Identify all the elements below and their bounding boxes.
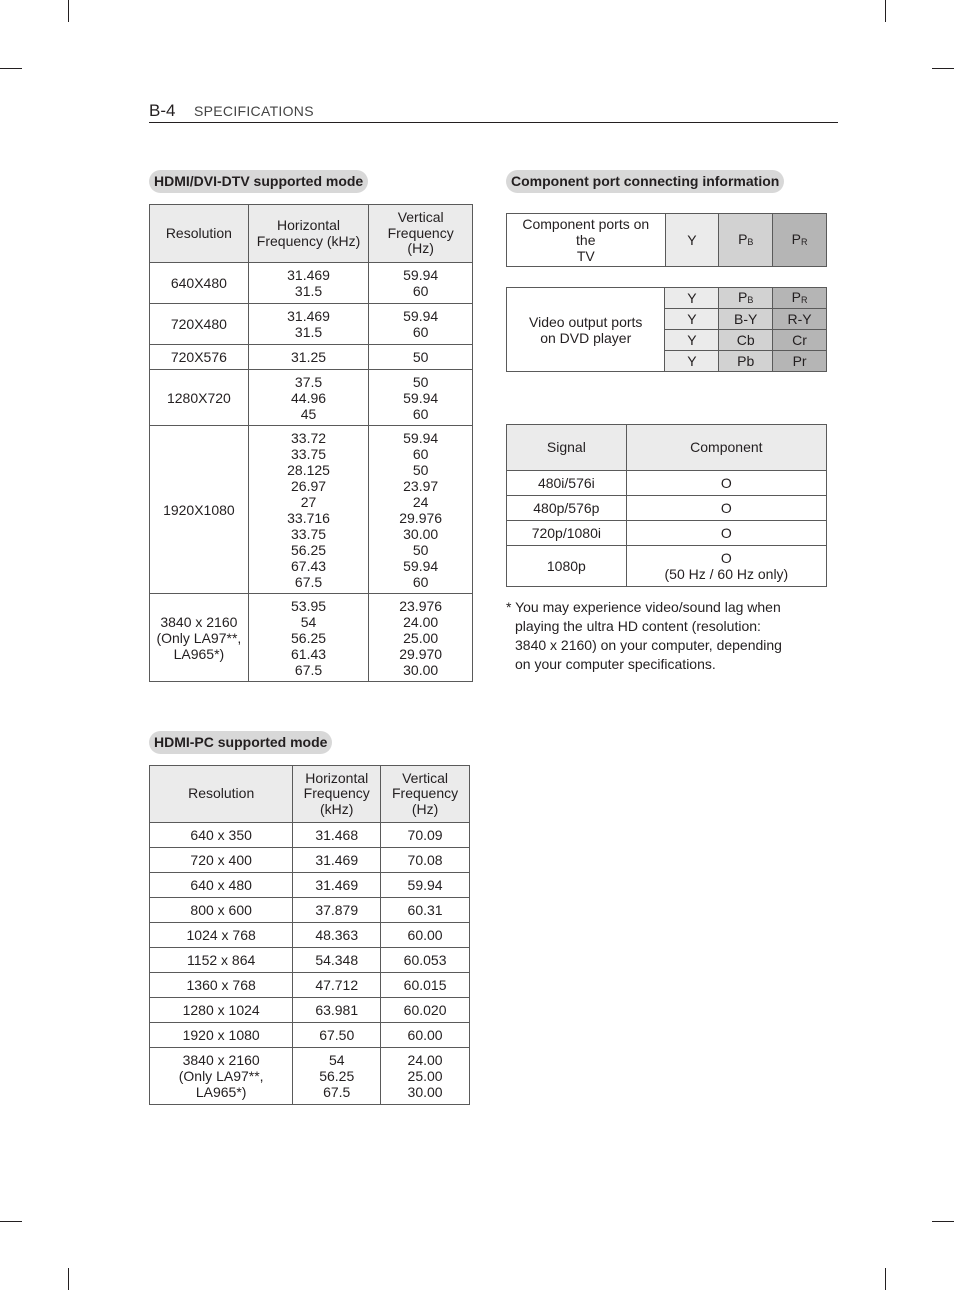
column-header: Resolution	[150, 205, 249, 263]
resolution-cell: 640 x 350	[150, 823, 293, 848]
horizontal-frequency-cell: 37.5 44.96 45	[248, 370, 369, 426]
port-pr-main: P	[791, 231, 801, 247]
port-pr-sub: R	[801, 237, 808, 247]
page-header	[149, 99, 838, 123]
footnote-line: * You may experience video/sound lag when	[506, 599, 781, 615]
resolution-cell: 1360 x 768	[150, 973, 293, 998]
signal-cell: 480p/576p	[507, 496, 627, 521]
vertical-frequency-cell: 60.053	[381, 948, 470, 973]
resolution-cell: 720X576	[150, 345, 249, 370]
component-cell: O	[626, 521, 826, 546]
table-row	[150, 345, 473, 370]
table-row	[150, 823, 470, 848]
table-row	[150, 1023, 470, 1048]
component-tv-ports-table	[506, 213, 827, 267]
port-y-cell: Y	[665, 214, 719, 267]
crop-mark	[0, 1221, 22, 1222]
port-pr-cell	[773, 214, 827, 267]
table-row	[150, 370, 473, 426]
footnote-line: 3840 x 2160) on your computer, depending	[515, 637, 782, 653]
port-pb-cell: Pb	[719, 351, 773, 372]
table-row	[150, 594, 473, 682]
crop-mark	[68, 1268, 69, 1290]
tv-ports-label: Component ports on the TV	[507, 214, 666, 267]
signal-cell: 720p/1080i	[507, 521, 627, 546]
crop-mark	[885, 0, 886, 22]
vertical-frequency-cell: 70.08	[381, 848, 470, 873]
page-number: B-4	[149, 101, 176, 120]
table-row	[150, 973, 470, 998]
crop-mark	[885, 1268, 886, 1290]
table-row	[150, 1048, 470, 1105]
component-cell: O (50 Hz / 60 Hz only)	[626, 546, 826, 587]
horizontal-frequency-cell: 31.469	[293, 848, 381, 873]
table-row	[150, 263, 473, 304]
table-row	[150, 426, 473, 594]
crop-mark	[0, 68, 22, 69]
port-pb-sub: B	[747, 295, 754, 305]
port-pb-cell	[719, 288, 773, 309]
hdmi-pc-title: HDMI-PC supported mode	[149, 731, 332, 754]
vertical-frequency-cell: 59.94	[381, 873, 470, 898]
horizontal-frequency-cell: 48.363	[293, 923, 381, 948]
resolution-cell: 1920 x 1080	[150, 1023, 293, 1048]
horizontal-frequency-cell: 33.72 33.75 28.125 26.97 27 33.716 33.75 56.25 67.43 67.5	[248, 426, 369, 594]
table-row	[507, 496, 827, 521]
horizontal-frequency-cell: 67.50	[293, 1023, 381, 1048]
vertical-frequency-cell: 23.976 24.00 25.00 29.970 30.00	[369, 594, 473, 682]
resolution-cell: 640 x 480	[150, 873, 293, 898]
horizontal-frequency-cell: 63.981	[293, 998, 381, 1023]
column-header: Component	[626, 425, 826, 471]
port-pr-cell: R-Y	[773, 309, 827, 330]
horizontal-frequency-cell: 31.468	[293, 823, 381, 848]
table-row	[150, 998, 470, 1023]
resolution-cell: 1920X1080	[150, 426, 249, 594]
column-header: Signal	[507, 425, 627, 471]
column-header: Horizontal Frequency (kHz)	[293, 766, 381, 823]
crop-mark	[68, 0, 69, 22]
vertical-frequency-cell: 59.94 60	[369, 263, 473, 304]
column-header: Vertical Frequency (Hz)	[381, 766, 470, 823]
vertical-frequency-cell: 70.09	[381, 823, 470, 848]
signal-cell: 480i/576i	[507, 471, 627, 496]
table-row	[507, 521, 827, 546]
vertical-frequency-cell: 59.94 60	[369, 304, 473, 345]
component-cell: O	[626, 471, 826, 496]
signal-cell: 1080p	[507, 546, 627, 587]
port-pr-cell: Pr	[773, 351, 827, 372]
vertical-frequency-cell: 60.015	[381, 973, 470, 998]
resolution-cell: 640X480	[150, 263, 249, 304]
section-title: SPECIFICATIONS	[194, 103, 314, 119]
port-pr-sub: R	[800, 295, 808, 305]
port-pb-sub: B	[747, 237, 754, 247]
table-row	[150, 923, 470, 948]
column-header: Resolution	[150, 766, 293, 823]
footnote-line: playing the ultra HD content (resolution:	[515, 618, 761, 634]
resolution-cell: 800 x 600	[150, 898, 293, 923]
vertical-frequency-cell: 50 59.94 60	[369, 370, 473, 426]
vertical-frequency-cell: 60.31	[381, 898, 470, 923]
port-y-cell: Y	[665, 309, 719, 330]
crop-mark	[932, 1221, 954, 1222]
vertical-frequency-cell: 24.00 25.00 30.00	[381, 1048, 470, 1105]
table-row	[150, 848, 470, 873]
signal-component-table	[506, 424, 827, 587]
horizontal-frequency-cell: 31.469 31.5	[248, 304, 369, 345]
vertical-frequency-cell: 60.00	[381, 1023, 470, 1048]
table-row	[150, 948, 470, 973]
port-pr-main: P	[791, 289, 801, 305]
component-dvd-ports-table	[506, 287, 827, 372]
port-pb-cell: B-Y	[719, 309, 773, 330]
table-row	[150, 873, 470, 898]
resolution-cell: 1280 x 1024	[150, 998, 293, 1023]
table-row	[150, 304, 473, 345]
resolution-cell: 1280X720	[150, 370, 249, 426]
component-cell: O	[626, 496, 826, 521]
table-row	[507, 471, 827, 496]
table-row	[507, 546, 827, 587]
port-pb-cell: Cb	[719, 330, 773, 351]
horizontal-frequency-cell: 53.95 54 56.25 61.43 67.5	[248, 594, 369, 682]
vertical-frequency-cell: 60.00	[381, 923, 470, 948]
resolution-cell: 1152 x 864	[150, 948, 293, 973]
component-info-title: Component port connecting information	[506, 170, 784, 193]
vertical-frequency-cell: 60.020	[381, 998, 470, 1023]
resolution-cell: 1024 x 768	[150, 923, 293, 948]
hdmi-pc-table	[149, 765, 470, 1105]
horizontal-frequency-cell: 47.712	[293, 973, 381, 998]
port-pr-cell	[773, 288, 827, 309]
horizontal-frequency-cell: 54.348	[293, 948, 381, 973]
horizontal-frequency-cell: 31.469	[293, 873, 381, 898]
footnote	[506, 598, 816, 674]
horizontal-frequency-cell: 37.879	[293, 898, 381, 923]
horizontal-frequency-cell: 31.25	[248, 345, 369, 370]
port-pr-cell: Cr	[773, 330, 827, 351]
resolution-cell: 720X480	[150, 304, 249, 345]
horizontal-frequency-cell: 54 56.25 67.5	[293, 1048, 381, 1105]
table-row	[150, 898, 470, 923]
crop-mark	[932, 68, 954, 69]
resolution-cell: 3840 x 2160 (Only LA97**, LA965*)	[150, 594, 249, 682]
column-header: Horizontal Frequency (kHz)	[248, 205, 369, 263]
resolution-cell: 720 x 400	[150, 848, 293, 873]
port-pb-cell	[719, 214, 773, 267]
port-y-cell: Y	[665, 288, 719, 309]
hdmi-dtv-title: HDMI/DVI-DTV supported mode	[149, 170, 368, 193]
port-y-cell: Y	[665, 351, 719, 372]
port-pb-main: P	[738, 289, 748, 305]
dvd-ports-label: Video output ports on DVD player	[507, 288, 665, 372]
port-pb-main: P	[738, 231, 748, 247]
hdmi-dtv-table	[149, 204, 473, 682]
horizontal-frequency-cell: 31.469 31.5	[248, 263, 369, 304]
port-y-cell: Y	[665, 330, 719, 351]
column-header: Vertical Frequency (Hz)	[369, 205, 473, 263]
footnote-line: on your computer specifications.	[515, 656, 716, 672]
vertical-frequency-cell: 59.94 60 50 23.97 24 29.976 30.00 50 59.94 60	[369, 426, 473, 594]
resolution-cell: 3840 x 2160 (Only LA97**, LA965*)	[150, 1048, 293, 1105]
vertical-frequency-cell: 50	[369, 345, 473, 370]
